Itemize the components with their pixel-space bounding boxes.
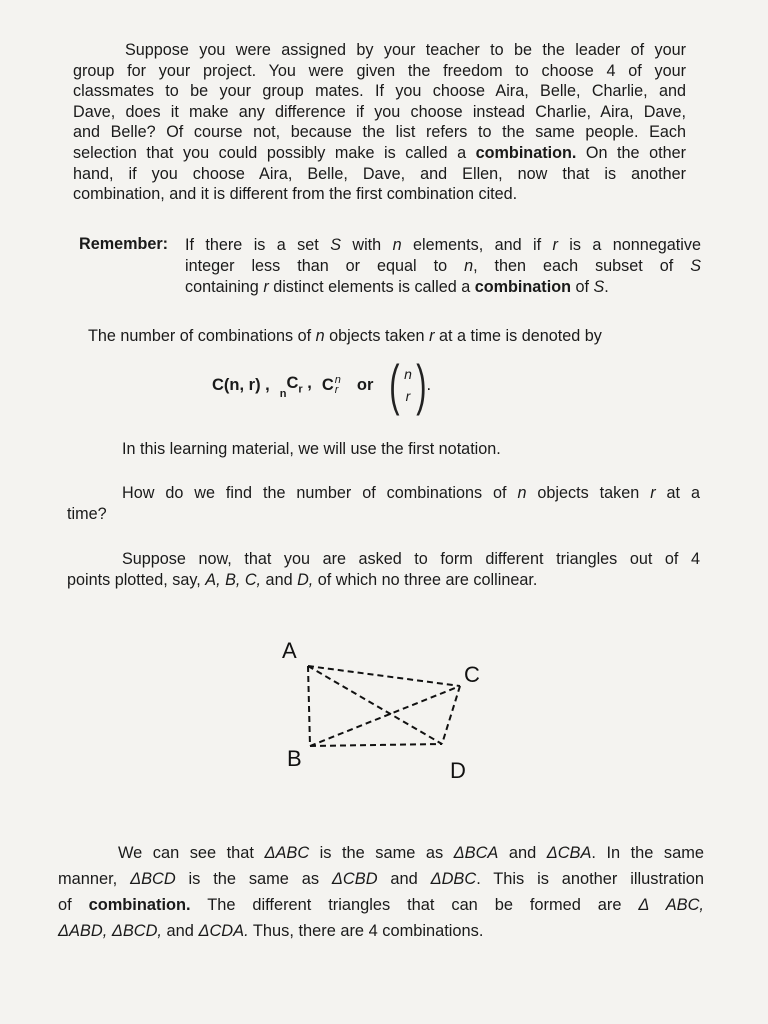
binomial-stack <box>404 363 412 407</box>
text: . <box>426 375 432 394</box>
intro-line <box>73 61 686 82</box>
subscript: n <box>279 387 287 400</box>
text: If there is a set <box>185 236 331 254</box>
text: manner, <box>58 870 131 888</box>
subscript: r <box>298 383 303 396</box>
conclusion-line <box>58 840 704 866</box>
var: n <box>392 236 402 254</box>
conclusion-paragraph <box>58 840 704 944</box>
text: is a nonnegative <box>557 236 701 254</box>
text: time? <box>67 504 107 523</box>
text: , then each subset of <box>473 257 691 275</box>
text: with <box>341 236 393 254</box>
question-line <box>67 504 700 525</box>
text: . This is another illustration <box>476 870 704 888</box>
label-c: C <box>464 662 480 687</box>
combination-term: combination <box>474 278 571 296</box>
text: distinct elements is called a <box>268 278 475 296</box>
var: D, <box>297 570 314 589</box>
text: and <box>162 922 199 940</box>
edge-bd <box>310 744 442 746</box>
text: objects taken <box>526 484 651 502</box>
triangle-bca: ΔBCA <box>453 844 499 862</box>
text: of <box>570 278 594 296</box>
text: The number of combinations of <box>88 327 316 345</box>
text: The different triangles that can be formed are <box>190 896 639 914</box>
notation-c-n-r: C(n, r) , <box>212 375 270 394</box>
question-paragraph <box>67 483 700 524</box>
text: at a <box>655 484 700 502</box>
text: Suppose now, that you are asked to form different triangles out of 4 <box>122 550 700 568</box>
label-d: D <box>450 758 466 783</box>
notation-ncr <box>279 374 312 400</box>
triangles-paragraph <box>67 549 700 590</box>
remember-definition <box>185 235 701 298</box>
var: S <box>330 236 341 254</box>
text: objects taken <box>324 327 430 345</box>
left-paren-icon: ( <box>389 353 400 416</box>
notation-formulas <box>212 353 432 416</box>
intro-paragraph <box>73 40 686 205</box>
var: r <box>650 484 656 502</box>
text: and Belle? Of course not, because the list refers to the same people. Each <box>73 123 686 142</box>
triangle-dbc: ΔDBC <box>430 870 477 888</box>
var: A, B, C, <box>205 570 262 589</box>
triangle-cbd: ΔCBD <box>331 870 378 888</box>
edge-cd <box>442 686 460 744</box>
text: How do we find the number of combinations of <box>122 484 518 502</box>
remember-label: Remember: <box>79 235 169 253</box>
text: integer less than or equal to <box>185 257 465 275</box>
triangle-cda: ΔCDA. <box>198 922 249 940</box>
triangle-bcd: ΔBCD, <box>111 922 162 940</box>
text: of <box>58 896 89 914</box>
remember-line <box>185 256 701 277</box>
text: . In the same <box>591 844 704 862</box>
dashed-edges <box>308 666 460 746</box>
notation-c-sup-n-sub-r <box>322 375 341 395</box>
sup-sub-stack <box>335 375 341 395</box>
text: . <box>604 278 609 296</box>
combination-term: combination. <box>88 896 191 914</box>
var: r <box>552 236 558 254</box>
edge-bc <box>310 686 460 746</box>
var: n <box>315 327 325 345</box>
text: On the other <box>576 143 686 162</box>
binomial-notation <box>385 353 432 416</box>
remember-line <box>185 235 701 256</box>
triangle-abc: Δ ABC, <box>638 896 704 914</box>
text: hand, if you choose Aira, Belle, Dave, and Ellen, now that is another <box>73 164 686 183</box>
text: is the same as <box>309 844 454 862</box>
conclusion-line <box>58 892 704 918</box>
combination-term: combination. <box>475 143 577 162</box>
text: combination, and it is different from the first combination cited. <box>73 185 518 204</box>
text: and <box>498 844 547 862</box>
text: points plotted, say, <box>67 570 206 589</box>
subscript: r <box>334 384 339 396</box>
edge-ad <box>308 666 442 744</box>
intro-line <box>73 102 686 123</box>
text: is the same as <box>175 870 332 888</box>
intro-line <box>73 184 686 205</box>
triangles-line <box>67 549 700 570</box>
text: elements, and if <box>401 236 553 254</box>
text: selection that you could possibly make is called a <box>73 143 476 162</box>
intro-line <box>73 122 686 143</box>
conclusion-line <box>58 918 704 944</box>
var: n <box>517 484 527 502</box>
text: of which no three are collinear. <box>313 570 538 589</box>
text: Suppose you were assigned by your teacher to be the leader of your <box>125 41 686 59</box>
notation-intro <box>88 326 688 347</box>
text: classmates to be your group mates. If you choose Aira, Belle, Charlie, and <box>73 82 686 101</box>
right-paren-icon: ) <box>416 353 427 416</box>
triangles-line <box>67 570 700 591</box>
label-a: A <box>282 638 297 663</box>
remember-line <box>185 277 701 298</box>
intro-line <box>73 143 686 164</box>
binomial-top: n <box>404 366 412 382</box>
var: S <box>690 257 701 275</box>
superscript: n <box>334 374 341 386</box>
question-line <box>67 483 700 504</box>
edge-ac <box>308 666 460 686</box>
text: Thus, there are 4 combinations. <box>248 922 484 940</box>
conclusion-line <box>58 866 704 892</box>
var: n <box>464 257 474 275</box>
triangle-abc: ΔABC <box>264 844 310 862</box>
intro-line <box>73 164 686 185</box>
text: group for your project. You were given the freedom to choose 4 of your <box>73 61 686 80</box>
intro-line <box>73 40 686 61</box>
text: Dave, does it make any difference if you choose instead Charlie, Aira, Dave, <box>73 102 686 121</box>
edge-ab <box>308 666 310 746</box>
intro-line <box>73 81 686 102</box>
text: at a time is denoted by <box>434 327 602 345</box>
text: , <box>302 374 312 393</box>
binomial-bottom: r <box>405 388 411 404</box>
text: and <box>377 870 431 888</box>
first-notation-note: In this learning material, we will use the first notation. <box>122 440 501 458</box>
triangle-cba: ΔCBA <box>546 844 592 862</box>
triangle-bcd: ΔBCD <box>130 870 176 888</box>
var: S <box>593 278 605 296</box>
text: C <box>321 375 334 394</box>
text: We can see that <box>118 844 265 862</box>
label-b: B <box>287 746 302 771</box>
text: containing <box>185 278 264 296</box>
notation-or: or <box>356 375 374 394</box>
triangle-abd: ΔABD, <box>58 922 108 940</box>
var: r <box>429 327 435 345</box>
var: r <box>263 278 269 296</box>
text: C <box>286 374 299 393</box>
quadrilateral-diagram <box>270 630 500 790</box>
text: and <box>261 570 298 589</box>
